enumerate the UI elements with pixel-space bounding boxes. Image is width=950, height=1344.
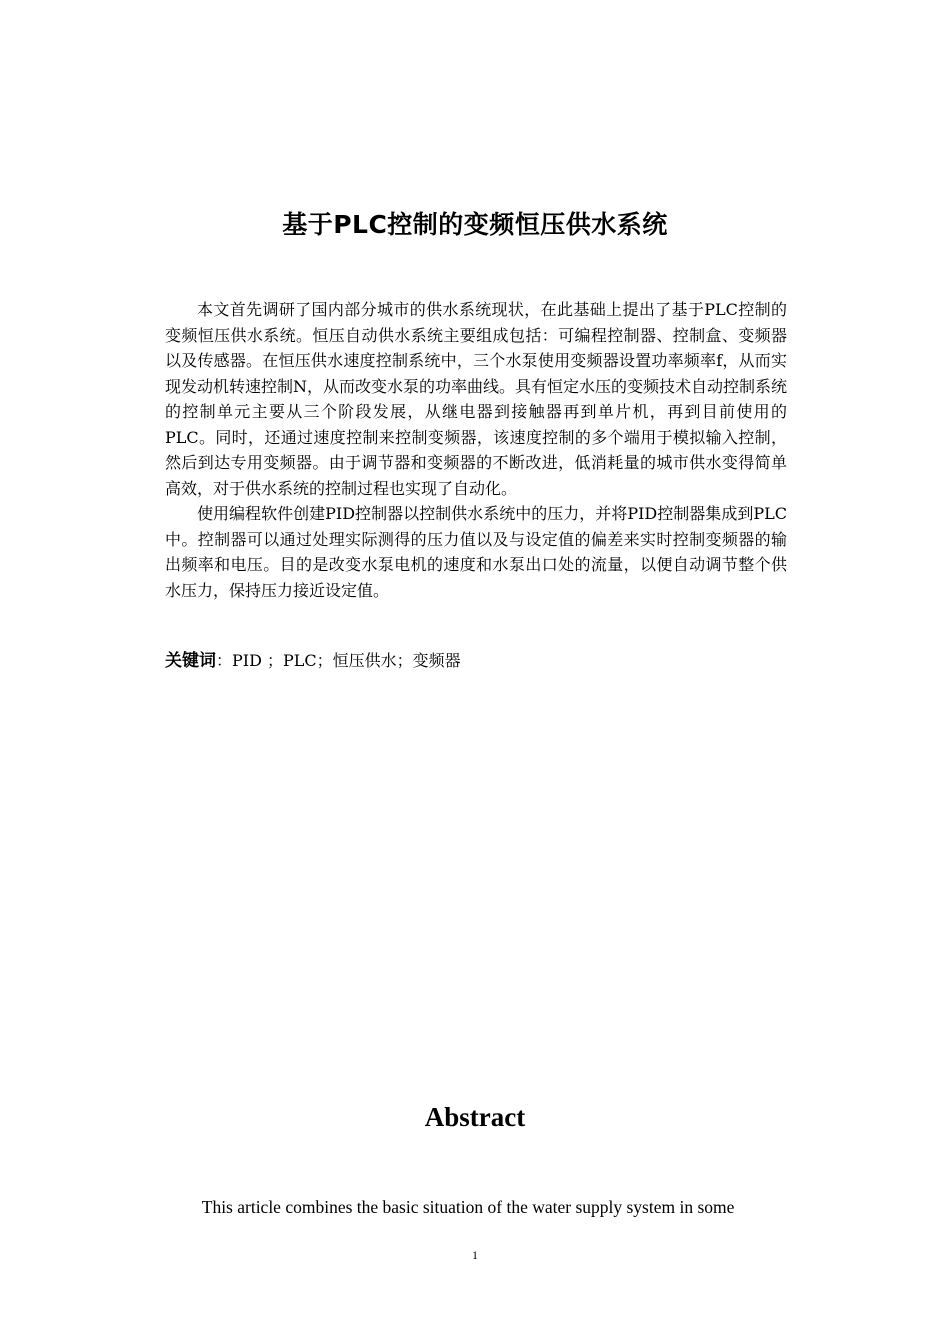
keywords-text: PID ；PLC；恒压供水；变频器 [232, 651, 461, 670]
chinese-title: 基于PLC控制的变频恒压供水系统 [282, 210, 668, 239]
keywords-separator: ： [216, 651, 233, 670]
chinese-abstract [165, 297, 787, 603]
chinese-abstract-paragraph-1: 本文首先调研了国内部分城市的供水系统现状，在此基础上提出了基于PLC控制的变频恒压供水系统。恒压自动供水系统主要组成包括：可编程控制器、控制盒、变频器以及传感器。在恒压供水速度控制系统中，三个水泵使用变频器设置功率频率f，从而实现发动机转速控制N，从而改变水泵的功率曲线。具有恒定水压的变频技术自动控制系统的控制单元主要从三个阶段发展，从继电器到接触器再到单片机，再到目前使用的PLC。同时，还通过速度控制来控制变频器，该速度控制的多个端用于模拟输入控制，然后到达专用变频器。由于调节器和变频器的不断改进，低消耗量的城市供水变得简单高效，对于供水系统的控制过程也实现了自动化。 [165, 300, 788, 498]
english-title: Abstract [424, 1102, 526, 1132]
page-number: 1 [472, 1248, 478, 1262]
english-abstract-paragraph-1: This article combines the basic situation of the water supply system in some [201, 1197, 735, 1217]
chinese-abstract-paragraph-2: 使用编程软件创建PID控制器以控制供水系统中的压力，并将PID控制器集成到PLC中。控制器可以通过处理实际测得的压力值以及与设定值的偏差来实时控制变频器的输出频率和电压。目的是改变水泵电机的速度和水泵出口处的流量，以便自动调节整个供水压力，保持压力接近设定值。 [165, 504, 787, 600]
keywords-line [165, 648, 787, 674]
english-abstract [165, 1194, 787, 1220]
keywords-label: 关键词 [165, 651, 216, 671]
